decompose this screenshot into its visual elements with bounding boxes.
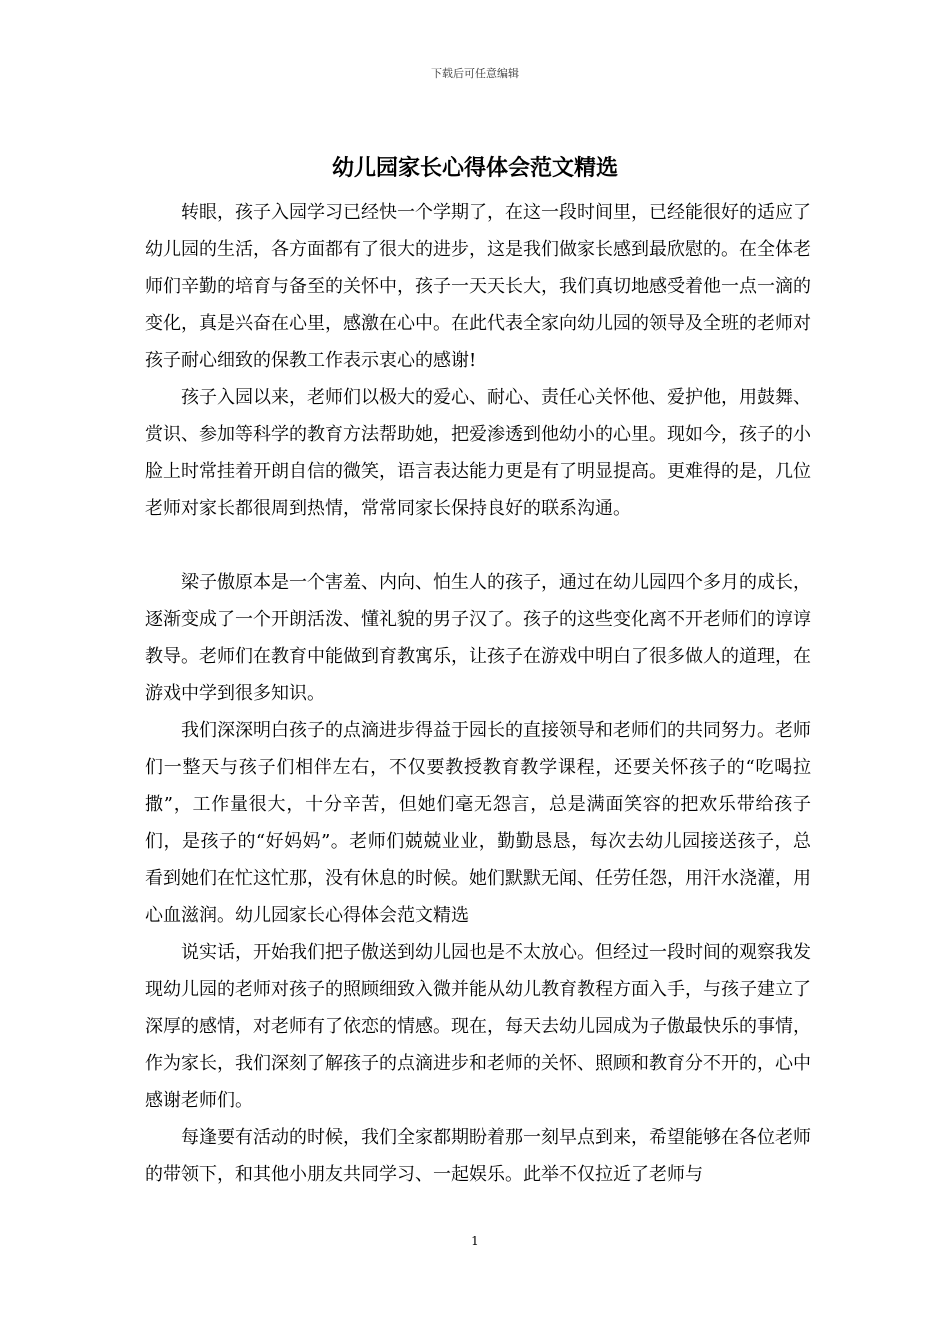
paragraph: 每逢要有活动的时候，我们全家都期盼着那一刻早点到来，希望能够在各位老师的带领下，和其他小朋友共同学习、一起娱乐。此举不仅拉近了老师与 <box>145 1127 811 1185</box>
paragraph: 说实话，开始我们把子傲送到幼儿园也是不太放心。但经过一段时间的观察我发现幼儿园的老师对孩子的照顾细致入微并能从幼儿教育教程方面入手，与孩子建立了深厚的感情，对老师有了依恋的情感。现在，每天去幼儿园成为子傲最快乐的事情，作为家长，我们深刻了解孩子的点滴进步和老师的关怀、照顾和教育分不开的，心中感谢老师们。 <box>145 942 811 1111</box>
paragraph: 我们深深明白孩子的点滴进步得益于园长的直接领导和老师们的共同努力。老师们一整天与孩子们相伴左右，不仅要教授教育教学课程，还要关怀孩子的“吃喝拉撒”，工作量很大，十分辛苦，但她们毫无怨言，总是满面笑容的把欢乐带给孩子们，是孩子的“好妈妈”。老师们兢兢业业，勤勤恳恳，每次去幼儿园接送孩子，总看到她们在忙这忙那，没有休息的时候。她们默默无闻、任劳任怨，用汗水浇灌，用心血滋润。幼儿园家长心得体会范文精选 <box>145 720 811 926</box>
paragraph: 转眼，孩子入园学习已经快一个学期了，在这一段时间里，已经能很好的适应了幼儿园的生活，各方面都有了很大的进步，这是我们做家长感到最欣慰的。在全体老师们辛勤的培育与备至的关怀中，孩子一天天长大，我们真切地感受着他一点一滴的变化，真是兴奋在心里，感激在心中。在此代表全家向幼儿园的领导及全班的老师对孩子耐心细致的保教工作表示衷心的感谢! <box>145 202 811 371</box>
page-number: 1 <box>471 1234 479 1248</box>
document-title: 幼儿园家长心得体会范文精选 <box>331 155 618 181</box>
document-body <box>145 194 811 1193</box>
page-header-note: 下载后可任意编辑 <box>431 67 519 80</box>
blank-line <box>145 527 811 564</box>
paragraph: 梁子傲原本是一个害羞、内向、怕生人的孩子，通过在幼儿园四个多月的成长，逐渐变成了一个开朗活泼、懂礼貌的男子汉了。孩子的这些变化离不开老师们的谆谆教导。老师们在教育中能做到育教寓乐，让孩子在游戏中明白了很多做人的道理，在游戏中学到很多知识。 <box>145 572 811 704</box>
paragraph: 孩子入园以来，老师们以极大的爱心、耐心、责任心关怀他、爱护他，用鼓舞、赏识、参加等科学的教育方法帮助她，把爱渗透到他幼小的心里。现如今，孩子的小脸上时常挂着开朗自信的微笑，语言表达能力更是有了明显提高。更难得的是，几位老师对家长都很周到热情，常常同家长保持良好的联系沟通。 <box>145 387 811 519</box>
